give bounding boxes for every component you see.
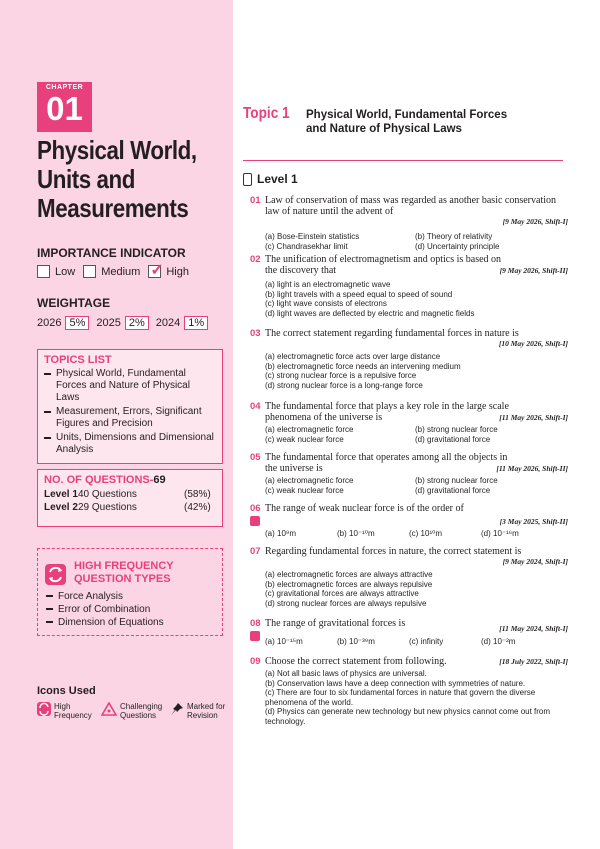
option: (c) There are four to six fundamental forces in nature that govern the diverse phenomena of the world. xyxy=(265,688,536,707)
option: (d) Uncertainty principle xyxy=(415,241,500,251)
question-source: [10 May 2026, Shift-I] xyxy=(498,339,568,348)
legend-label: High xyxy=(54,702,71,711)
level-label: Level 1 xyxy=(257,172,298,186)
option: (b) Theory of relativity xyxy=(415,232,493,241)
question-number: 04 xyxy=(250,401,261,412)
option: (c) Chandrasekhar limit xyxy=(265,241,348,251)
chapter-title-line: Measurements xyxy=(37,193,189,223)
chapter-label: CHAPTER xyxy=(45,84,84,91)
high-frequency-title-line: QUESTION TYPES xyxy=(74,573,171,585)
legend-label: Revision xyxy=(187,711,218,720)
checkbox-icon xyxy=(83,265,96,278)
question-options xyxy=(265,232,568,251)
option: (d) strong nuclear force is a long-range force xyxy=(265,380,423,390)
weightage-pct: 1% xyxy=(184,316,208,330)
question-text: The fundamental force that plays a key role in the large scale phenomena of the universe is xyxy=(265,401,509,423)
question-source: [11 May 2026, Shift-I] xyxy=(499,413,568,422)
questions-count-row xyxy=(38,488,222,501)
option: (b) 10⁻³⁹m xyxy=(337,637,375,646)
high-frequency-icon xyxy=(250,631,260,641)
high-frequency-icon xyxy=(250,516,260,526)
option: (b) strong nuclear force xyxy=(415,425,498,434)
high-frequency-title-line: HIGH FREQUENCY xyxy=(74,560,174,572)
question-item xyxy=(250,618,568,647)
question-item xyxy=(250,503,568,539)
weightage-row xyxy=(37,316,215,330)
checked-checkbox-icon xyxy=(148,262,164,279)
question-item xyxy=(250,401,568,444)
battery-icon xyxy=(243,173,252,186)
question-source: [11 May 2026, Shift-II] xyxy=(496,464,568,473)
level-count: 29 Questions xyxy=(78,502,137,513)
question-number: 02 xyxy=(250,254,261,265)
option: (c) infinity xyxy=(409,637,444,646)
question-item xyxy=(250,452,568,495)
question-item xyxy=(250,195,568,251)
option: (a) electromagnetic force xyxy=(265,476,354,485)
question-item xyxy=(250,656,568,726)
question-number: 09 xyxy=(250,656,261,667)
chapter-title-line: Physical World, xyxy=(37,135,197,165)
question-text: The fundamental force that operates among all the objects in the universe is xyxy=(265,452,508,474)
legend-label: Frequency xyxy=(54,711,92,720)
option: (c) gravitational forces are always attractive xyxy=(265,589,419,598)
question-options xyxy=(265,529,568,539)
legend-label: Questions xyxy=(120,711,157,720)
question-number: 01 xyxy=(250,195,261,206)
topic-list-item: Units, Dimensions and Dimensional Analysis xyxy=(44,432,216,456)
high-frequency-title xyxy=(74,560,174,586)
question-source: [9 May 2026, Shift-II] xyxy=(499,266,568,275)
level-name: Level 2 xyxy=(44,502,78,513)
option: (b) Conservation laws have a deep connection with symmetries of nature. xyxy=(265,678,526,688)
high-frequency-item: Force Analysis xyxy=(46,590,164,603)
option: (c) 10¹⁰m xyxy=(409,529,442,538)
high-frequency-icon xyxy=(45,564,66,585)
icons-used-heading: Icons Used xyxy=(37,685,96,697)
question-text: The unification of electromagnetism and optics is based on the discovery that xyxy=(265,254,502,276)
question-number: 06 xyxy=(250,503,261,514)
question-options xyxy=(265,476,568,495)
chapter-title xyxy=(37,136,226,223)
option: (c) weak nuclear force xyxy=(265,485,344,495)
question-text: The range of weak nuclear force is of the order of xyxy=(265,503,464,514)
legend-label: Marked for xyxy=(187,702,226,711)
question-options xyxy=(265,280,568,318)
question-item xyxy=(250,546,568,608)
question-number: 07 xyxy=(250,546,261,557)
questions-total: 69 xyxy=(153,474,166,486)
pin-icon xyxy=(170,702,184,718)
option: (b) electromagnetic forces are always repulsive xyxy=(265,579,433,589)
option: (a) electromagnetic forces are always attractive xyxy=(265,570,433,579)
question-text: The range of gravitational forces is xyxy=(265,618,406,629)
challenging-icon xyxy=(101,702,117,718)
importance-option-label: Low xyxy=(55,265,76,278)
question-text: Regarding fundamental forces in nature, the correct statement is xyxy=(265,546,522,557)
option: (d) gravitational force xyxy=(415,434,491,444)
level-pct: (58%) xyxy=(184,489,211,500)
legend-item xyxy=(170,702,225,720)
option: (a) Bose-Einstein statistics xyxy=(265,232,360,241)
weightage-year: 2025 xyxy=(96,317,121,329)
chapter-number: 01 xyxy=(46,90,83,127)
question-number: 08 xyxy=(250,618,261,629)
high-frequency-icon xyxy=(37,702,51,718)
option: (a) Not all basic laws of physics are universal. xyxy=(265,669,427,678)
importance-option-high xyxy=(148,262,189,279)
chapter-sidebar xyxy=(0,0,233,849)
option: (a) electromagnetic force acts over large distance xyxy=(265,352,441,361)
option: (b) light travels with a speed equal to speed of sound xyxy=(265,289,453,299)
topic-number: Topic 1 xyxy=(243,105,290,122)
importance-option-label: High xyxy=(166,265,189,278)
option: (d) 10⁻¹⁶m xyxy=(481,529,519,538)
questions-count-label: NO. OF QUESTIONS- xyxy=(44,474,154,486)
option: (d) light waves are deflected by electric and magnetic fields xyxy=(265,308,475,318)
topics-list-heading: TOPICS LIST xyxy=(44,354,112,366)
level-count: 40 Questions xyxy=(78,489,137,500)
checkbox-icon xyxy=(37,265,50,278)
option: (a) 10⁹m xyxy=(265,529,296,538)
importance-option-low xyxy=(37,265,75,278)
topic-divider xyxy=(243,160,563,161)
high-frequency-item: Dimension of Equations xyxy=(46,616,164,629)
option: (d) strong nuclear forces are always repulsive xyxy=(265,598,427,608)
level-heading xyxy=(243,172,298,186)
legend-item xyxy=(37,702,92,720)
importance-option-medium xyxy=(83,265,140,278)
option: (b) strong nuclear force xyxy=(415,476,498,485)
weightage-year: 2026 xyxy=(37,317,62,329)
question-source: [9 May 2024, Shift-I] xyxy=(502,557,568,566)
questions-count-box xyxy=(37,469,223,527)
questions-count-heading xyxy=(38,470,222,488)
option: (a) light is an electromagnetic wave xyxy=(265,280,391,289)
option: (d) Physics can generate new technology but new physics cannot come out from technology. xyxy=(265,707,551,726)
option: (d) gravitational force xyxy=(415,485,491,495)
legend-item xyxy=(101,702,162,720)
question-source: [9 May 2026, Shift-I] xyxy=(502,217,568,226)
question-options xyxy=(265,570,568,608)
chapter-badge xyxy=(37,82,92,132)
question-options xyxy=(265,669,568,726)
weightage-heading: WEIGHTAGE xyxy=(37,296,111,310)
topic-list-item: Measurement, Errors, Significant Figures and Precision xyxy=(44,406,216,430)
question-options xyxy=(265,352,568,390)
option: (c) weak nuclear force xyxy=(265,434,344,444)
question-source: [18 July 2022, Shift-I] xyxy=(499,657,568,666)
question-text: Law of conservation of mass was regarded as another basic conservation law of nature until the advent of xyxy=(265,195,557,217)
question-item xyxy=(250,328,568,390)
question-text: Choose the correct statement from following. xyxy=(265,656,447,667)
high-frequency-item: Error of Combination xyxy=(46,603,164,616)
checkmark-icon: ✓ xyxy=(150,262,164,279)
topics-list-box xyxy=(37,349,223,464)
question-item xyxy=(250,254,568,318)
question-number: 05 xyxy=(250,452,261,463)
question-options xyxy=(265,425,568,444)
high-frequency-box xyxy=(37,548,223,636)
question-text: The correct statement regarding fundamental forces in nature is xyxy=(265,328,519,339)
question-number: 03 xyxy=(250,328,261,339)
option: (d) 10⁻²m xyxy=(481,637,516,646)
weightage-year: 2024 xyxy=(155,317,181,329)
topic-list-item: Physical World, Fundamental Forces and Nature of Physical Laws xyxy=(44,368,216,404)
option: (a) 10⁻¹⁵m xyxy=(265,637,303,646)
weightage-pct: 2% xyxy=(125,316,149,330)
chapter-title-line: Units and xyxy=(37,164,135,194)
high-frequency-list xyxy=(46,590,164,629)
importance-heading: IMPORTANCE INDICATOR xyxy=(37,246,186,260)
weightage-pct: 5% xyxy=(65,316,89,330)
importance-indicator xyxy=(37,262,197,279)
legend-label: Challenging xyxy=(120,702,163,711)
option: (c) strong nuclear force is a repulsive force xyxy=(265,371,417,380)
option: (c) light wave consists of electrons xyxy=(265,299,387,308)
topics-list xyxy=(38,368,222,464)
question-options xyxy=(265,637,568,647)
option: (a) electromagnetic force xyxy=(265,425,354,434)
importance-option-label: Medium xyxy=(101,265,141,278)
level-name: Level 1 xyxy=(44,489,78,500)
question-source: [3 May 2025, Shift-II] xyxy=(499,517,568,526)
topic-title: Physical World, Fundamental Forces and Nature of Physical Laws xyxy=(306,109,508,135)
option: (b) electromagnetic force needs an intervening medium xyxy=(265,361,461,371)
option: (b) 10⁻¹⁰m xyxy=(337,529,375,538)
question-source: [11 May 2024, Shift-I] xyxy=(499,624,568,633)
questions-count-row xyxy=(38,501,222,514)
level-pct: (42%) xyxy=(184,502,211,513)
